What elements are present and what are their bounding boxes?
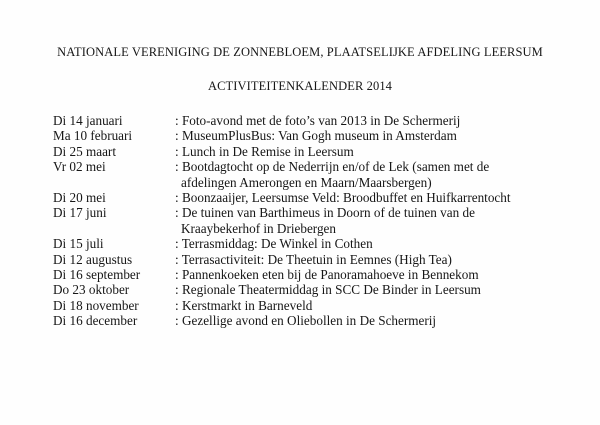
event-description	[175, 313, 555, 328]
event-description	[175, 205, 555, 236]
event-description	[175, 236, 555, 251]
calendar-row	[53, 236, 593, 251]
calendar-row	[53, 267, 593, 282]
activity-calendar	[53, 113, 593, 329]
event-date: Di 12 augustus	[53, 251, 133, 267]
organization-heading: NATIONALE VERENIGING DE ZONNEBLOEM, PLAATSELIJKE AFDELING LEERSUM	[57, 45, 543, 59]
event-description-line: : Regionale Theatermiddag in SCC De Binder in Leersum	[175, 282, 481, 298]
event-description	[175, 298, 555, 313]
event-description-line: : Pannenkoeken eten bij de Panoramahoeve in Bennekom	[175, 267, 479, 283]
event-date: Do 23 oktober	[53, 282, 130, 298]
event-description-line: : Kerstmarkt in Barneveld	[175, 297, 313, 313]
event-date: Ma 10 februari	[53, 128, 133, 144]
event-description-line: afdelingen Amerongen en Maarn/Maarsbergen)	[181, 174, 432, 190]
event-description-line: : Lunch in De Remise in Leersum	[175, 143, 354, 159]
calendar-row	[53, 159, 593, 190]
calendar-row	[53, 313, 593, 328]
event-description	[175, 267, 555, 282]
calendar-row	[53, 282, 593, 297]
event-description-line: Kraaybekerhof in Driebergen	[181, 220, 337, 236]
event-date: Di 16 december	[53, 313, 138, 329]
event-description-line: : Boonzaaijer, Leersumse Veld: Broodbuffet en Huifkarrentocht	[175, 190, 511, 206]
event-date: Di 17 juni	[53, 205, 107, 221]
event-date: Di 20 mei	[53, 190, 106, 206]
event-description-line: : MuseumPlusBus: Van Gogh museum in Amsterdam	[175, 128, 457, 144]
calendar-row	[53, 113, 593, 128]
event-description	[175, 113, 555, 128]
event-description-line: : De tuinen van Barthimeus in Doorn of de tuinen van de	[175, 205, 475, 221]
event-date: Di 25 maart	[53, 143, 116, 159]
event-date: Vr 02 mei	[53, 159, 106, 175]
event-date: Di 15 juli	[53, 236, 104, 252]
event-description-line: : Gezellige avond en Oliebollen in De Schermerij	[175, 313, 437, 329]
calendar-row	[53, 298, 593, 313]
event-description-line: : Foto-avond met de foto’s van 2013 in De Schermerij	[175, 113, 461, 128]
calendar-row	[53, 144, 593, 159]
event-date: Di 14 januari	[53, 113, 123, 128]
event-description	[175, 252, 555, 267]
calendar-row	[53, 128, 593, 143]
calendar-row	[53, 190, 593, 205]
event-date: Di 18 november	[53, 297, 139, 313]
event-description	[175, 144, 555, 159]
event-description-line: : Bootdagtocht op de Nederrijn en/of de Lek (samen met de	[175, 159, 490, 175]
event-date: Di 16 september	[53, 267, 141, 283]
event-description-line: : Terrasactiviteit: De Theetuin in Eemnes (High Tea)	[175, 251, 452, 267]
event-description	[175, 128, 555, 143]
event-description-line: : Terrasmiddag: De Winkel in Cothen	[175, 236, 373, 252]
event-description	[175, 190, 555, 205]
calendar-row	[53, 252, 593, 267]
calendar-row	[53, 205, 593, 236]
calendar-title: ACTIVITEITENKALENDER 2014	[207, 79, 393, 93]
event-description	[175, 282, 555, 297]
event-description	[175, 159, 555, 190]
